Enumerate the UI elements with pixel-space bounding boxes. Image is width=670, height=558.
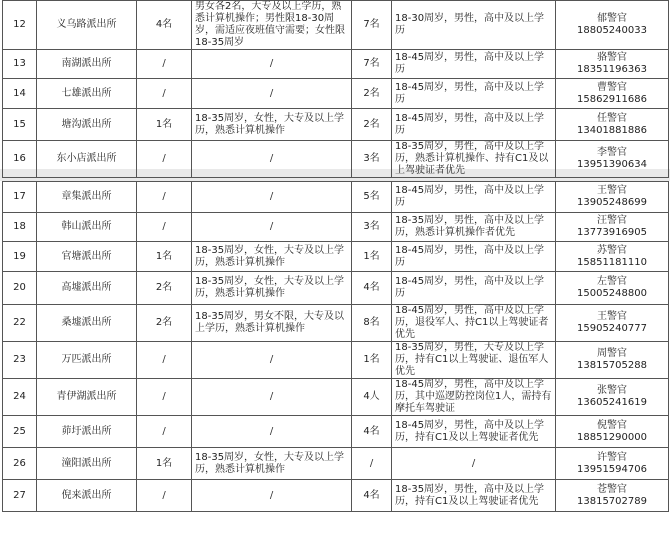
contact-cell — [556, 305, 669, 342]
contact-phone: 15005248800 — [577, 288, 647, 299]
auxiliary-requirements: / — [192, 416, 352, 448]
patrol-requirements: 18-45周岁，男性，高中及以上学历 — [392, 272, 556, 305]
auxiliary-count: / — [137, 79, 192, 109]
patrol-count: 2名 — [352, 79, 392, 109]
auxiliary-requirements: 18-35周岁，女性，大专及以上学历，熟悉计算机操作 — [192, 242, 352, 272]
patrol-count: 4名 — [352, 272, 392, 305]
row-number: 27 — [3, 480, 37, 512]
contact-officer: 苏警官 — [597, 244, 627, 256]
station-name: 义乌路派出所 — [37, 1, 137, 50]
auxiliary-requirements: / — [192, 342, 352, 379]
recruitment-table-top — [2, 0, 669, 178]
auxiliary-requirements: / — [192, 182, 352, 213]
row-number: 24 — [3, 379, 37, 416]
row-number: 17 — [3, 182, 37, 213]
contact-officer: 王警官 — [597, 311, 627, 322]
table-row — [3, 50, 669, 79]
contact-phone: 13951390634 — [577, 159, 647, 170]
contact-phone: 18851290000 — [577, 431, 647, 443]
contact-phone: 13773916905 — [577, 227, 647, 238]
contact-officer: 任警官 — [597, 112, 627, 124]
row-number: 18 — [3, 213, 37, 242]
auxiliary-requirements: / — [192, 141, 352, 178]
row-number: 22 — [3, 305, 37, 342]
auxiliary-count: 4名 — [137, 1, 192, 50]
auxiliary-requirements: / — [192, 79, 352, 109]
contact-phone: 15862911686 — [577, 93, 647, 105]
patrol-count: 1名 — [352, 242, 392, 272]
contact-cell — [556, 141, 669, 178]
recruitment-table-bottom — [2, 181, 669, 512]
auxiliary-count: / — [137, 182, 192, 213]
station-name: 官塘派出所 — [37, 242, 137, 272]
patrol-requirements: 18-45周岁，男性，高中及以上学历 — [392, 79, 556, 109]
table-row — [3, 480, 669, 512]
auxiliary-count: / — [137, 379, 192, 416]
station-name: 桑墟派出所 — [37, 305, 137, 342]
patrol-requirements: 18-35周岁，男性，高中及以上学历，熟悉计算机操作者优先 — [392, 213, 556, 242]
contact-cell — [556, 109, 669, 141]
table-row — [3, 379, 669, 416]
auxiliary-count: 1名 — [137, 242, 192, 272]
patrol-count: 1名 — [352, 342, 392, 379]
auxiliary-requirements: 18-35周岁，男女不限，大专及以上学历，熟悉计算机操作 — [192, 305, 352, 342]
station-name: 章集派出所 — [37, 182, 137, 213]
contact-cell — [556, 182, 669, 213]
patrol-requirements: 18-30周岁，男性，高中及以上学历 — [392, 1, 556, 50]
patrol-count: 7名 — [352, 1, 392, 50]
auxiliary-count: 2名 — [137, 272, 192, 305]
row-number: 14 — [3, 79, 37, 109]
auxiliary-count: 2名 — [137, 305, 192, 342]
station-name: 潼阳派出所 — [37, 448, 137, 480]
patrol-count: 8名 — [352, 305, 392, 342]
contact-officer: 骆警官 — [597, 52, 627, 63]
table-row — [3, 109, 669, 141]
station-name: 南湖派出所 — [37, 50, 137, 79]
patrol-requirements: 18-45周岁，男性，高中及以上学历 — [392, 109, 556, 141]
auxiliary-requirements: / — [192, 50, 352, 79]
table-row — [3, 1, 669, 50]
patrol-count: 5名 — [352, 182, 392, 213]
row-number: 19 — [3, 242, 37, 272]
row-number: 20 — [3, 272, 37, 305]
table-row — [3, 416, 669, 448]
auxiliary-count: / — [137, 50, 192, 79]
contact-cell — [556, 379, 669, 416]
table-row — [3, 242, 669, 272]
row-number: 26 — [3, 448, 37, 480]
contact-officer: 汪警官 — [597, 215, 627, 226]
station-name: 高墟派出所 — [37, 272, 137, 305]
contact-phone: 15851181110 — [577, 256, 647, 268]
auxiliary-requirements: 男女各2名，大专及以上学历，熟悉计算机操作；男性限18-30周岁，需适应夜班值守需要；女性限18-35周岁 — [192, 1, 352, 50]
row-number: 25 — [3, 416, 37, 448]
contact-officer: 郁警官 — [597, 13, 627, 24]
station-name: 东小店派出所 — [37, 141, 137, 178]
contact-officer: 左警官 — [597, 276, 627, 287]
auxiliary-count: / — [137, 480, 192, 512]
table-row — [3, 305, 669, 342]
table-row — [3, 213, 669, 242]
contact-phone: 13815705288 — [577, 360, 647, 371]
row-number: 15 — [3, 109, 37, 141]
contact-phone: 13905248699 — [577, 197, 647, 208]
auxiliary-count: 1名 — [137, 109, 192, 141]
patrol-requirements: 18-35周岁，男性，高中及以上学历，持有C1及以上驾驶证者优先 — [392, 480, 556, 512]
patrol-requirements: 18-35周岁，男性，大专及以上学历，持有C1以上驾驶证、退伍军人优先 — [392, 342, 556, 379]
contact-cell — [556, 342, 669, 379]
patrol-count: 7名 — [352, 50, 392, 79]
row-number: 16 — [3, 141, 37, 178]
patrol-count: 4名 — [352, 480, 392, 512]
contact-phone: 13401881886 — [577, 124, 647, 136]
contact-officer: 周警官 — [597, 348, 627, 359]
patrol-count: 4名 — [352, 416, 392, 448]
table-row — [3, 448, 669, 480]
station-name: 韩山派出所 — [37, 213, 137, 242]
auxiliary-requirements: 18-35周岁，女性，大专及以上学历，熟悉计算机操作 — [192, 272, 352, 305]
table-row — [3, 182, 669, 213]
auxiliary-count: / — [137, 416, 192, 448]
auxiliary-requirements: / — [192, 480, 352, 512]
patrol-count: 3名 — [352, 141, 392, 178]
patrol-count: / — [352, 448, 392, 480]
auxiliary-requirements: 18-35周岁，女性，大专及以上学历，熟悉计算机操作 — [192, 448, 352, 480]
patrol-requirements: 18-45周岁，男性，高中及以上学历 — [392, 50, 556, 79]
patrol-requirements: 18-35周岁，男性，高中及以上学历，熟悉计算机操作、持有C1及以上驾驶证者优先 — [392, 141, 556, 178]
auxiliary-count: / — [137, 141, 192, 178]
patrol-requirements: 18-45周岁，男性，高中及以上学历 — [392, 242, 556, 272]
contact-cell — [556, 79, 669, 109]
contact-cell — [556, 416, 669, 448]
patrol-requirements: 18-45周岁，男性，高中及以上学历 — [392, 182, 556, 213]
station-name: 倪来派出所 — [37, 480, 137, 512]
contact-officer: 王警官 — [597, 185, 627, 196]
contact-phone: 13951594706 — [577, 463, 647, 475]
patrol-requirements: 18-45周岁，男性，高中及以上学历，持有C1及以上驾驶证者优先 — [392, 416, 556, 448]
row-number: 12 — [3, 1, 37, 50]
contact-cell — [556, 242, 669, 272]
table-row — [3, 79, 669, 109]
contact-phone: 18805240033 — [577, 25, 647, 36]
table-row — [3, 342, 669, 379]
auxiliary-requirements: 18-35周岁，女性，大专及以上学历，熟悉计算机操作 — [192, 109, 352, 141]
table-row — [3, 141, 669, 178]
contact-officer: 曹警官 — [597, 81, 627, 93]
patrol-requirements: 18-45周岁，男性，高中及以上学历，其中巡逻防控岗位1人，需持有摩托车驾驶证 — [392, 379, 556, 416]
auxiliary-requirements: / — [192, 379, 352, 416]
contact-cell — [556, 480, 669, 512]
auxiliary-count: / — [137, 342, 192, 379]
contact-officer: 李警官 — [597, 147, 627, 158]
contact-officer: 倪警官 — [597, 419, 627, 431]
contact-phone: 18351196363 — [577, 64, 647, 75]
station-name: 茆圩派出所 — [37, 416, 137, 448]
auxiliary-requirements: / — [192, 213, 352, 242]
contact-officer: 许警官 — [597, 451, 627, 463]
contact-cell — [556, 448, 669, 480]
patrol-requirements: 18-45周岁，男性，高中及以上学历，退役军人、持C1以上驾驶证者优先 — [392, 305, 556, 342]
auxiliary-count: / — [137, 213, 192, 242]
station-name: 塘沟派出所 — [37, 109, 137, 141]
patrol-count: 3名 — [352, 213, 392, 242]
row-number: 13 — [3, 50, 37, 79]
contact-phone: 13815702789 — [577, 495, 647, 507]
contact-cell — [556, 213, 669, 242]
contact-phone: 13605241619 — [577, 397, 647, 408]
contact-officer: 张警官 — [597, 385, 627, 396]
station-name: 万匹派出所 — [37, 342, 137, 379]
contact-officer: 苍警官 — [597, 483, 627, 495]
contact-phone: 15905240777 — [577, 323, 647, 334]
station-name: 七雄派出所 — [37, 79, 137, 109]
row-number: 23 — [3, 342, 37, 379]
patrol-count: 2名 — [352, 109, 392, 141]
contact-cell — [556, 272, 669, 305]
table-row — [3, 272, 669, 305]
station-name: 青伊湖派出所 — [37, 379, 137, 416]
contact-cell — [556, 1, 669, 50]
patrol-requirements: / — [392, 448, 556, 480]
contact-cell — [556, 50, 669, 79]
auxiliary-count: 1名 — [137, 448, 192, 480]
patrol-count: 4人 — [352, 379, 392, 416]
